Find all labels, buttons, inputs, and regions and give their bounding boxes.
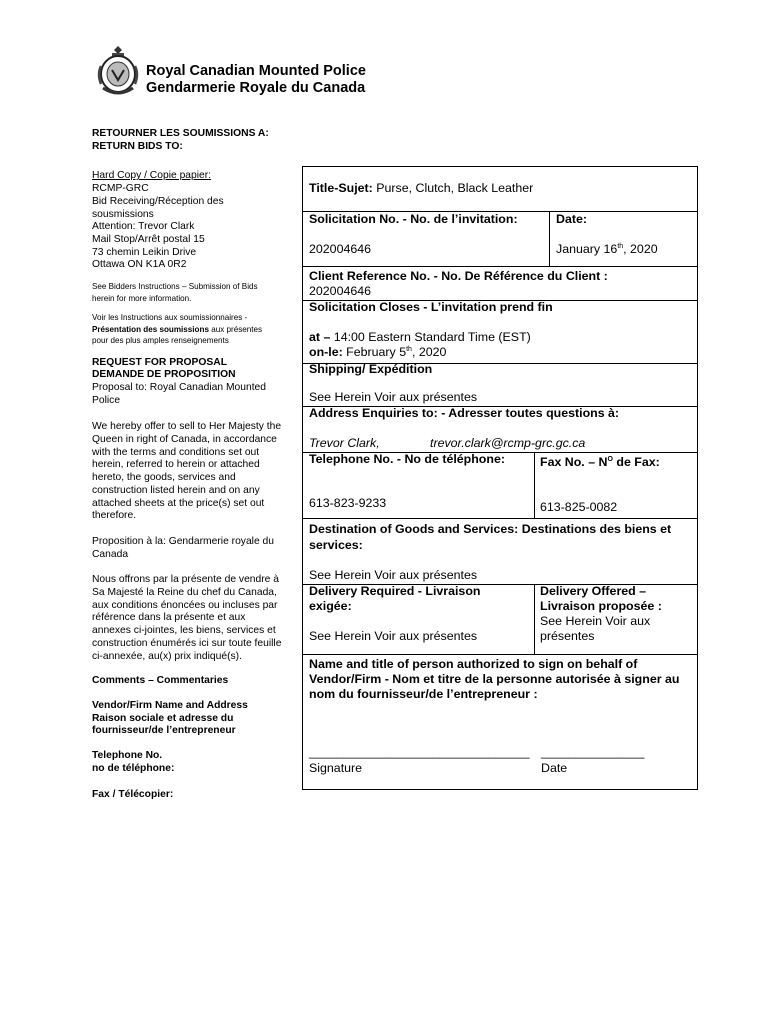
- offer-en-line: We hereby offer to sell to Her Majesty the: [92, 421, 282, 433]
- offer-en-line: attached sheets at the price(s) set out: [92, 497, 265, 509]
- proposal-to: Proposal to: Royal Canadian Mounted: [92, 381, 267, 393]
- org-name-fr: Gendarmerie Royale du Canada: [146, 80, 366, 96]
- authorized-label: nom du fournisseur/de l’entrepreneur :: [309, 687, 538, 701]
- signature-line: ________________________________: [309, 745, 530, 759]
- rcmp-crest-icon: [95, 44, 141, 98]
- offer-en-line: therefore.: [92, 510, 137, 522]
- destination-value: See Herein Voir aux présentes: [309, 568, 478, 582]
- offer-fr-line: Nous offrons par la présente de vendre à: [92, 574, 279, 586]
- delivery-offered-value: présentes: [540, 629, 595, 643]
- comments-label: Comments – Commentaries: [92, 675, 229, 687]
- delivery-required-label: exigée:: [309, 599, 352, 613]
- authorized-label: Vendor/Firm - Nom et titre de la personne autorisée à signer au: [309, 672, 680, 686]
- address-line: Attention: Trevor Clark: [92, 221, 195, 233]
- hard-copy-label: Hard Copy / Copie papier:: [92, 170, 212, 182]
- authorized-label: Name and title of person authorized to sign on behalf of: [309, 657, 638, 671]
- offer-en-line: herein, referred to herein or attached: [92, 459, 260, 471]
- address-line: 73 chemin Leikin Drive: [92, 246, 197, 258]
- proposition-line: Proposition à la: Gendarmerie royale du: [92, 535, 275, 547]
- address-line: Mail Stop/Arrêt postal 15: [92, 233, 205, 245]
- delivery-required-label: Delivery Required - Livraison: [309, 584, 481, 598]
- solicitation-value: 202004646: [309, 242, 372, 256]
- offer-fr-line: aux conditions énoncées ou incluses par: [92, 599, 278, 611]
- rfp-fr: DEMANDE DE PROPOSITION: [92, 369, 236, 381]
- org-name-en: Royal Canadian Mounted Police: [146, 63, 366, 79]
- fax-label: Fax / Télécopier:: [92, 788, 174, 800]
- vendor-label: Vendor/Firm Name and Address: [92, 700, 248, 711]
- closes-label: Solicitation Closes - L’invitation prend fin: [309, 300, 553, 314]
- client-ref-label: Client Reference No. - No. De Référence du Client :: [309, 269, 608, 283]
- vendor-label: Raison sociale et adresse du: [92, 712, 234, 724]
- address-line: sousmissions: [92, 208, 154, 220]
- delivery-offered-value: See Herein Voir aux: [540, 614, 651, 628]
- return-bids-fr: RETOURNER LES SOUMISSIONS A:: [92, 128, 269, 139]
- see-instructions: herein for more information.: [92, 293, 192, 303]
- voir-instructions: Voir les Instructions aux soumissionnaires -: [92, 313, 248, 323]
- enquiries-label: Address Enquiries to: - Adresser toutes questions à:: [309, 406, 620, 420]
- solicitation-label: Solicitation No. - No. de l’invitation:: [309, 212, 518, 226]
- offer-en-line: hereto, the goods, services and: [92, 472, 236, 484]
- client-ref-value: 202004646: [309, 284, 372, 298]
- address-line: Ottawa ON K1A 0R2: [92, 259, 187, 271]
- delivery-offered-label: Livraison proposée :: [540, 599, 662, 613]
- return-bids-en: RETURN BIDS TO:: [92, 140, 183, 152]
- fax-value: 613-825-0082: [540, 500, 618, 514]
- left-column: [92, 128, 297, 801]
- date-value: January 16th, 2020: [556, 242, 658, 256]
- offer-fr-line: Sa Majesté la Reine du chef du Canada,: [92, 587, 277, 599]
- address-line: RCMP-GRC: [92, 183, 149, 195]
- date-caption: Date: [541, 761, 568, 775]
- shipping-label: Shipping/ Expédition: [309, 362, 433, 376]
- offer-en-line: Queen in right of Canada, in accordance: [92, 434, 277, 446]
- proposition-line: Canada: [92, 548, 129, 560]
- vendor-label: fournisseur/de l’entrepreneur: [92, 725, 236, 737]
- telephone-label: Telephone No.: [92, 750, 163, 762]
- offer-en-line: with the terms and conditions set out: [92, 446, 260, 458]
- rfp-en: REQUEST FOR PROPOSAL: [92, 356, 228, 368]
- delivery-required-value: See Herein Voir aux présentes: [309, 629, 478, 643]
- closes-date: on-le: February 5th, 2020: [309, 345, 447, 359]
- offer-fr-line: construction énumérés ici sur toute feuille: [92, 637, 282, 649]
- see-instructions: See Bidders Instructions – Submission of Bids: [92, 282, 258, 292]
- proposal-to: Police: [92, 394, 121, 406]
- voir-instructions: pour des plus amples renseignements: [92, 336, 229, 346]
- closes-time: at – 14:00 Eastern Standard Time (EST): [309, 330, 531, 344]
- shipping-value: See Herein Voir aux présentes: [309, 390, 478, 404]
- date-label: Date:: [556, 212, 587, 226]
- signature-caption: Signature: [309, 761, 363, 775]
- contact-email: trevor.clark@rcmp-grc.gc.ca: [430, 436, 586, 450]
- date-line: _______________: [541, 745, 645, 759]
- fax-label: Fax No. – $N^O$ de Fax:: [540, 455, 660, 469]
- contact-name: Trevor Clark,: [309, 436, 380, 450]
- offer-fr-line: annexes ci-jointes, les biens, services et: [92, 625, 276, 637]
- offer-en-line: construction listed herein and on any: [92, 484, 260, 496]
- destination-label: Destination of Goods and Services: Destinations des biens et: [309, 522, 672, 536]
- bid-form-box: [302, 166, 698, 790]
- telephone-label: Telephone No. - No de téléphone:: [309, 452, 505, 466]
- offer-fr-line: ci-annexée, au(x) prix indiqué(s).: [92, 650, 242, 662]
- voir-instructions: Présentation des soumissions aux présentes: [92, 324, 263, 334]
- title-field: Title-Sujet: Purse, Clutch, Black Leather: [309, 181, 534, 195]
- destination-label: services:: [309, 538, 363, 552]
- delivery-offered-label: Delivery Offered –: [540, 584, 647, 598]
- offer-fr-line: référence dans la présente et aux: [92, 612, 246, 624]
- telephone-label: no de téléphone:: [92, 762, 175, 774]
- telephone-value: 613-823-9233: [309, 496, 387, 510]
- address-line: Bid Receiving/Réception des: [92, 195, 224, 207]
